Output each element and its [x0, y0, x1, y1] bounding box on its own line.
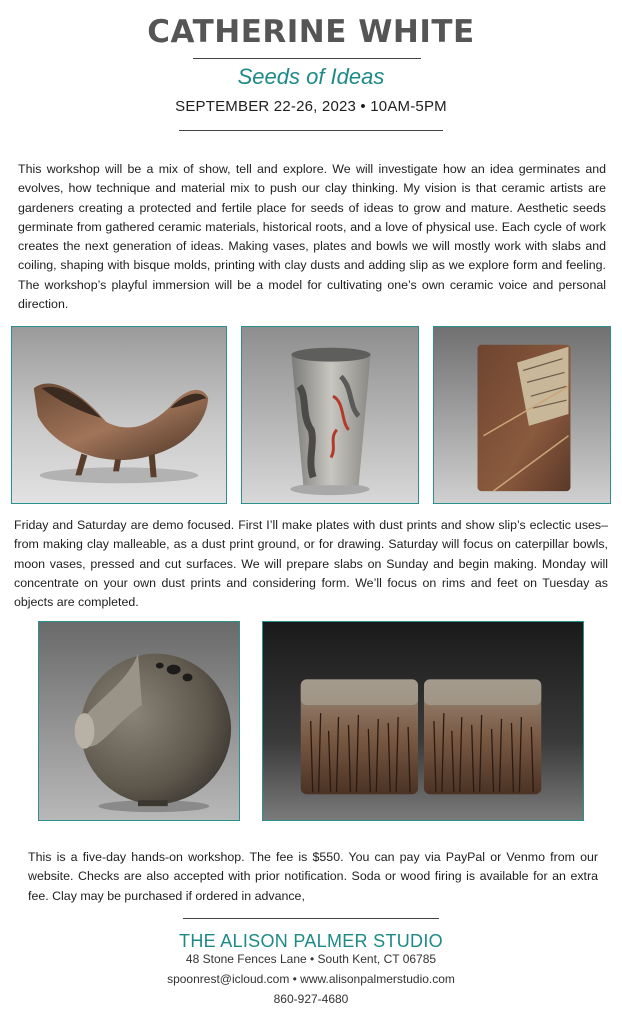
schedule-paragraph: Friday and Saturday are demo focused. First I’ll make plates with dust prints and show slip’s eclectic uses–from making clay malleable, as a dust print ground, or for drawing. Saturday will focus on caterpillar bowls, moon vases, pressed and cut surfaces. We will prepare slabs on Sunday and begin making. Monday will concentrate on your own dust prints and considering form. We’ll focus on rims and feet on Tuesday as objects are completed. — [14, 518, 608, 610]
footer-divider — [183, 918, 439, 919]
title-divider — [193, 58, 421, 59]
header-divider — [179, 130, 443, 131]
photo-rectangular-plate — [433, 326, 611, 504]
photo-tall-cup — [241, 326, 419, 504]
fees-paragraph: This is a five-day hands-on workshop. The fee is $550. You can pay via PayPal or Venmo from our website. Checks are also accepted with prior notification. Soda or wood firing is available for an extra fee. Clay may be purchased if ordered in advance, — [28, 850, 598, 903]
studio-phone: 860-927-4680 — [273, 992, 349, 1006]
studio-address: 48 Stone Fences Lane • South Kent, CT 06785 — [185, 952, 437, 966]
page-title: CATHERINE WHITE — [147, 14, 475, 50]
intro-paragraph: This workshop will be a mix of show, tell and explore. We will investigate how an idea germinates and evolves, how technique and material mix to push our clay thinking. My vision is that ceramic artists are gardeners creating a protected and fertile place for seeds of ideas to grow and mature. Aesthetic seeds germinate from gathered ceramic materials, historical roots, and a love of physical use. Each cycle of work creates the next generation of ideas. Making vases, plates and bowls we will mostly work with slabs and coiling, shaping with bisque molds, printing with clay dusts and adding slip as we explore form and feeling. The workshop’s playful immersion will be a model for cultivating one’s own ceramic voice and personal direction. — [18, 162, 606, 312]
photo-moon-vase — [38, 621, 240, 821]
photo-slab-boxes — [262, 621, 584, 821]
workshop-dates: SEPTEMBER 22-26, 2023 • 10AM-5PM — [175, 98, 447, 115]
workshop-subtitle: Seeds of Ideas — [237, 64, 385, 89]
photo-caterpillar-bowl — [11, 326, 227, 504]
studio-name: THE ALISON PALMER STUDIO — [179, 931, 443, 951]
studio-contact[interactable]: spoonrest@icloud.com • www.alisonpalmerstudio.com — [167, 972, 455, 986]
